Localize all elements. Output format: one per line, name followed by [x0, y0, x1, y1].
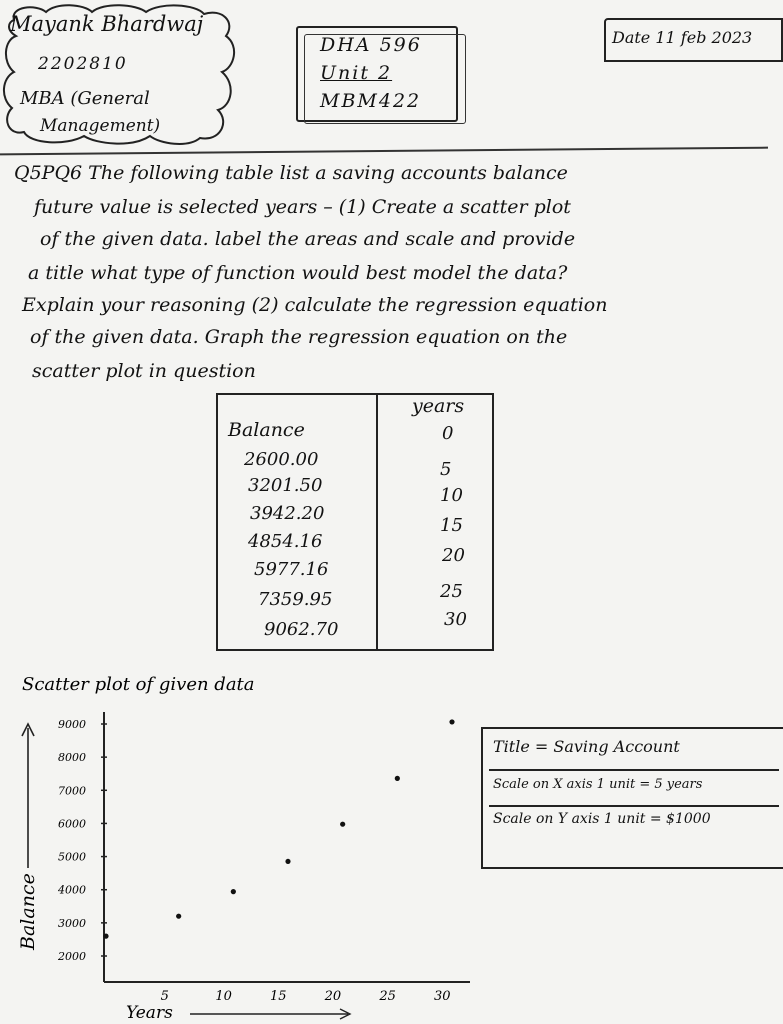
student-name: Mayank Bhardwaj — [10, 12, 204, 36]
y-tick-label: 8000 — [58, 751, 86, 765]
student-info-box — [0, 2, 238, 147]
years-cell: 30 — [444, 609, 467, 630]
x-tick-label: 30 — [434, 989, 451, 1004]
years-cell: 25 — [440, 581, 463, 602]
x-tick-label: 25 — [379, 989, 396, 1004]
plot-title-note: Title = Saving Account — [493, 737, 680, 756]
years-cell: 20 — [442, 545, 465, 566]
x-axis-label: Years — [126, 1003, 173, 1023]
program-line-1: MBA (General — [20, 88, 150, 109]
y-tick-label: 6000 — [58, 817, 86, 831]
data-point — [231, 889, 236, 894]
x-scale-note: Scale on X axis 1 unit = 5 years — [493, 777, 703, 792]
header-balance: Balance — [228, 419, 305, 441]
y-scale-note: Scale on Y axis 1 unit = $1000 — [493, 811, 711, 827]
x-tick-label: 5 — [160, 989, 169, 1004]
balance-cell: 4854.16 — [248, 531, 323, 552]
program-line-2: Management) — [40, 116, 161, 136]
date-text: Date 11 feb 2023 — [612, 28, 753, 47]
subject-code: MBM422 — [320, 90, 422, 112]
section-divider — [0, 147, 768, 156]
y-tick-label: 7000 — [58, 784, 86, 798]
years-cell: 15 — [440, 515, 463, 536]
data-point — [285, 859, 290, 864]
data-point — [449, 719, 454, 724]
balance-cell: 7359.95 — [258, 589, 333, 610]
question-line-4: a title what type of function would best model the data? — [28, 262, 568, 284]
question-line-2: future value is selected years – (1) Create a scatter plot — [34, 196, 571, 218]
roll-number: 2202810 — [38, 54, 128, 74]
y-axis-label: Balance — [17, 873, 39, 950]
data-table — [216, 393, 494, 651]
y-tick-label: 2000 — [58, 950, 86, 963]
balance-cell: 5977.16 — [254, 559, 329, 580]
y-tick-label: 4000 — [58, 883, 86, 897]
column-divider — [376, 395, 378, 649]
course-code: DHA 596 — [320, 34, 422, 56]
years-cell: 5 — [440, 459, 452, 480]
scatter-plot — [0, 674, 768, 1024]
balance-cell: 3942.20 — [250, 503, 325, 524]
x-tick-label: 20 — [324, 989, 342, 1004]
question-line-1: Q5PQ6 The following table list a saving accounts balance — [14, 162, 568, 184]
course-info-box — [296, 26, 458, 122]
data-point — [176, 914, 181, 919]
date-box — [604, 18, 783, 62]
data-point — [395, 776, 400, 781]
data-point — [340, 822, 345, 827]
y-tick-label: 5000 — [58, 850, 86, 864]
years-cell: 0 — [442, 423, 454, 444]
question-line-5: Explain your reasoning (2) calculate the regression equation — [22, 294, 608, 316]
header-years: years — [412, 395, 465, 417]
plot-caption: Scatter plot of given data — [22, 674, 255, 695]
data-point — [103, 934, 108, 939]
question-line-6: of the given data. Graph the regression equation on the — [30, 326, 568, 348]
question-line-7: scatter plot in question — [32, 360, 256, 382]
balance-cell: 9062.70 — [264, 619, 339, 640]
balance-cell: 3201.50 — [248, 475, 323, 496]
balance-cell: 2600.00 — [244, 449, 319, 470]
x-tick-label: 15 — [270, 989, 287, 1004]
y-tick-label: 9000 — [58, 718, 86, 731]
years-cell: 10 — [440, 485, 463, 506]
unit-label: Unit 2 — [320, 62, 393, 84]
question-line-3: of the given data. label the areas and scale and provide — [40, 228, 576, 250]
x-tick-label: 10 — [215, 989, 232, 1004]
y-tick-label: 3000 — [58, 916, 86, 930]
